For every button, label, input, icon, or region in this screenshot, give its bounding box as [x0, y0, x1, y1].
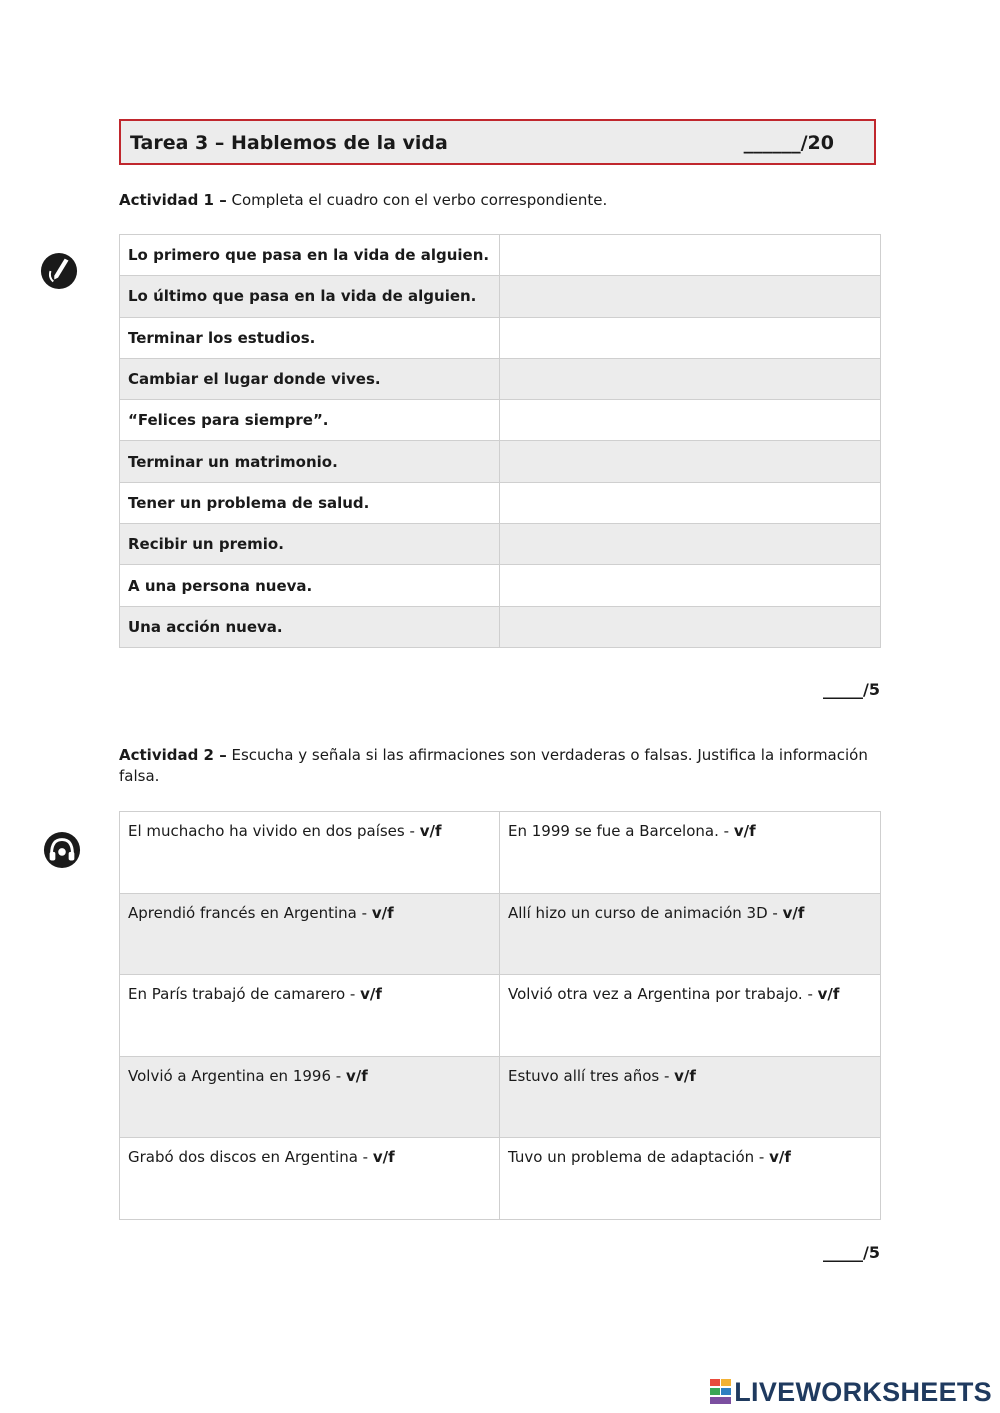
statement-text: Volvió otra vez a Argentina por trabajo. - — [508, 985, 818, 1004]
task-total-score: ______/20 — [743, 132, 834, 154]
true-false-marker[interactable]: v/f — [419, 822, 442, 840]
activity-1-instruction — [119, 190, 879, 211]
headphones-icon — [43, 831, 81, 869]
table-row — [120, 975, 881, 1057]
prompt-cell: “Felices para siempre”. — [120, 400, 500, 441]
answer-cell[interactable] — [500, 235, 881, 276]
statement-cell[interactable] — [500, 975, 881, 1057]
table-row — [120, 482, 881, 523]
answer-cell[interactable] — [500, 276, 881, 317]
activity-1-label: Actividad 1 – — [119, 191, 227, 209]
prompt-cell: Lo último que pasa en la vida de alguien. — [120, 276, 500, 317]
liveworksheets-brand: LIVEWORKSHEETS — [734, 1376, 992, 1407]
activity-2-label: Actividad 2 – — [119, 746, 227, 764]
statement-cell[interactable] — [120, 812, 500, 894]
activity-1-text: Completa el cuadro con el verbo correspondiente. — [226, 191, 608, 209]
prompt-cell: Cambiar el lugar donde vives. — [120, 358, 500, 399]
activity-2-table — [119, 811, 881, 1220]
answer-cell[interactable] — [500, 317, 881, 358]
prompt-cell: Lo primero que pasa en la vida de alguien. — [120, 235, 500, 276]
statement-cell[interactable] — [500, 1056, 881, 1138]
statement-cell[interactable] — [120, 1056, 500, 1138]
pencil-icon — [40, 252, 78, 290]
liveworksheets-mark-icon — [710, 1379, 732, 1405]
table-row — [120, 812, 881, 894]
answer-cell[interactable] — [500, 524, 881, 565]
true-false-marker[interactable]: v/f — [782, 903, 805, 922]
prompt-cell: Terminar los estudios. — [120, 317, 500, 358]
table-row — [120, 606, 881, 647]
table-row — [120, 1138, 881, 1220]
activity-1-score: _____/5 — [823, 680, 880, 699]
answer-cell[interactable] — [500, 400, 881, 441]
prompt-cell: Una acción nueva. — [120, 606, 500, 647]
true-false-marker[interactable]: v/f — [733, 822, 756, 840]
statement-cell[interactable] — [120, 1138, 500, 1220]
answer-cell[interactable] — [500, 358, 881, 399]
statement-cell[interactable] — [500, 1138, 881, 1220]
true-false-marker[interactable]: v/f — [769, 1148, 791, 1167]
activity-2-score: _____/5 — [823, 1243, 880, 1262]
statement-cell[interactable] — [120, 975, 500, 1057]
true-false-marker[interactable]: v/f — [345, 1066, 368, 1085]
task-title: Tarea 3 – Hablemos de la vida — [130, 132, 448, 154]
answer-cell[interactable] — [500, 606, 881, 647]
true-false-marker[interactable]: v/f — [360, 985, 382, 1004]
table-row — [120, 400, 881, 441]
table-row — [120, 1056, 881, 1138]
statement-text: Allí hizo un curso de animación 3D - — [508, 903, 783, 922]
table-row — [120, 565, 881, 606]
table-row — [120, 358, 881, 399]
table-row — [120, 524, 881, 565]
prompt-cell: Tener un problema de salud. — [120, 482, 500, 523]
activity-2-text: Escucha y señala si las afirmaciones son verdaderas o falsas. Justifica la información falsa. — [119, 746, 868, 785]
statement-text: Volvió a Argentina en 1996 - — [128, 1066, 346, 1085]
true-false-marker[interactable]: v/f — [674, 1066, 696, 1085]
activity-1-table — [119, 234, 881, 648]
true-false-marker[interactable]: v/f — [817, 985, 840, 1004]
table-row — [120, 276, 881, 317]
statement-text: En 1999 se fue a Barcelona. - — [508, 822, 734, 840]
statement-cell[interactable] — [120, 893, 500, 975]
table-row — [120, 893, 881, 975]
statement-text: Tuvo un problema de adaptación - — [508, 1148, 770, 1167]
answer-cell[interactable] — [500, 565, 881, 606]
prompt-cell: A una persona nueva. — [120, 565, 500, 606]
statement-text: Aprendió francés en Argentina - — [128, 903, 372, 922]
table-row — [120, 235, 881, 276]
answer-cell[interactable] — [500, 482, 881, 523]
statement-cell[interactable] — [500, 893, 881, 975]
true-false-marker[interactable]: v/f — [372, 1148, 395, 1167]
liveworksheets-logo — [710, 1377, 992, 1407]
activity-2-instruction — [119, 745, 879, 787]
answer-cell[interactable] — [500, 441, 881, 482]
statement-text: Grabó dos discos en Argentina - — [128, 1148, 373, 1167]
prompt-cell: Terminar un matrimonio. — [120, 441, 500, 482]
prompt-cell: Recibir un premio. — [120, 524, 500, 565]
statement-text: El muchacho ha vivido en dos países - — [128, 822, 420, 840]
task-title-box — [119, 119, 876, 165]
statement-text: Estuvo allí tres años - — [508, 1066, 675, 1085]
table-row — [120, 317, 881, 358]
statement-cell[interactable] — [500, 812, 881, 894]
true-false-marker[interactable]: v/f — [371, 903, 394, 922]
statement-text: En París trabajó de camarero - — [128, 985, 361, 1004]
table-row — [120, 441, 881, 482]
